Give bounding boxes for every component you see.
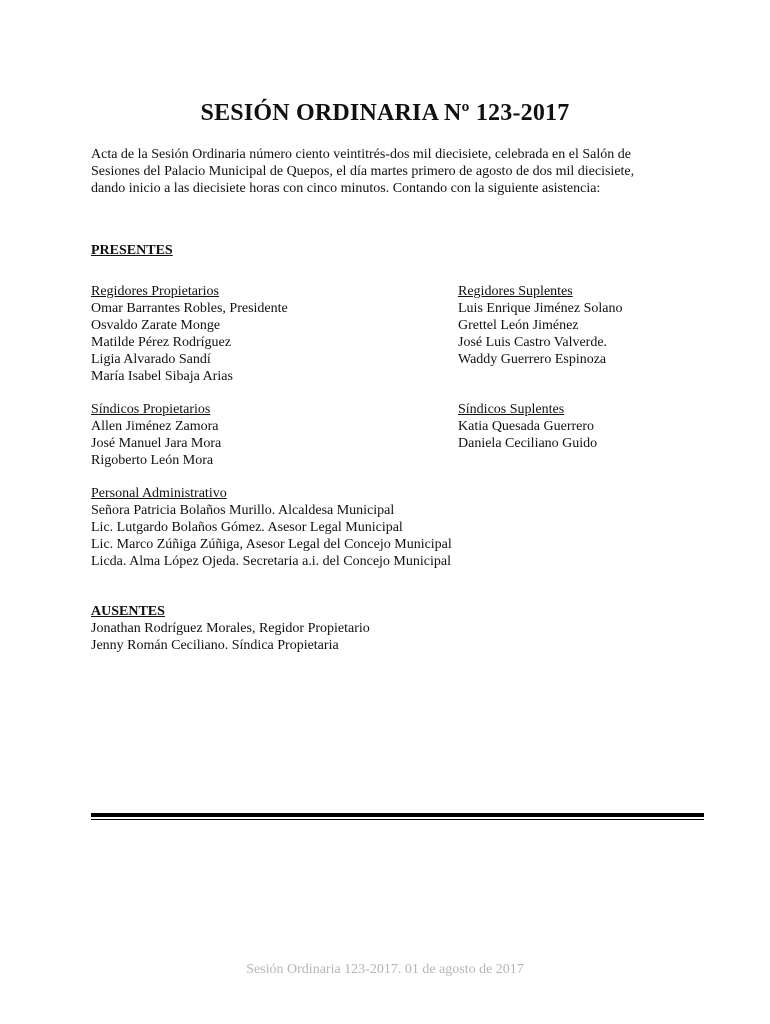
list-item: Rigoberto León Mora xyxy=(91,453,214,468)
regidores-suplentes-section xyxy=(458,283,622,368)
sindicos-propietarios-section xyxy=(91,401,221,469)
list-item: Lic. Lutgardo Bolaños Gómez. Asesor Legal Municipal xyxy=(91,520,403,535)
list-item: Lic. Marco Zúñiga Zúñiga, Asesor Legal del Concejo Municipal xyxy=(91,537,452,552)
section-heading: Síndicos Propietarios xyxy=(91,402,211,417)
presentes-heading: PRESENTES xyxy=(91,243,173,258)
ausentes-heading: AUSENTES xyxy=(91,604,165,619)
section-heading: Regidores Suplentes xyxy=(458,284,573,299)
list-item: José Manuel Jara Mora xyxy=(91,436,222,451)
intro-line: Acta de la Sesión Ordinaria número ciento veintitrés-dos mil diecisiete, celebrada en el Salón de xyxy=(91,147,631,162)
list-item: Waddy Guerrero Espinoza xyxy=(458,352,607,367)
list-item: Luis Enrique Jiménez Solano xyxy=(458,301,623,316)
sindicos-suplentes-section xyxy=(458,401,597,452)
list-item: Katia Quesada Guerrero xyxy=(458,419,595,434)
regidores-propietarios-section xyxy=(91,283,288,385)
section-heading: Personal Administrativo xyxy=(91,486,227,501)
list-item: Daniela Ceciliano Guido xyxy=(458,436,598,451)
list-item: María Isabel Sibaja Arias xyxy=(91,369,233,384)
list-item: Osvaldo Zarate Monge xyxy=(91,318,221,333)
list-item: Omar Barrantes Robles, Presidente xyxy=(91,301,288,316)
page-footer: Sesión Ordinaria 123-2017. 01 de agosto de 2017 xyxy=(246,962,524,977)
intro-line: dando inicio a las diecisiete horas con cinco minutos. Contando con la siguiente asistencia: xyxy=(91,181,601,196)
list-item: Allen Jiménez Zamora xyxy=(91,419,219,434)
list-item: Ligia Alvarado Sandí xyxy=(91,352,211,367)
list-item: Señora Patricia Bolaños Murillo. Alcaldesa Municipal xyxy=(91,503,395,518)
ausentes-section xyxy=(91,603,370,654)
personal-administrativo-section xyxy=(91,485,452,570)
page-title: SESIÓN ORDINARIA Nº 123-2017 xyxy=(200,100,570,126)
intro-line: Sesiones del Palacio Municipal de Quepos, el día martes primero de agosto de dos mil diecisiete, xyxy=(91,164,635,179)
list-item: Grettel León Jiménez xyxy=(458,318,579,333)
section-heading: Regidores Propietarios xyxy=(91,284,219,299)
list-item: Jenny Román Ceciliano. Síndica Propietaria xyxy=(91,638,339,653)
list-item: Jonathan Rodríguez Morales, Regidor Propietario xyxy=(91,621,370,636)
list-item: Matilde Pérez Rodríguez xyxy=(91,335,231,350)
intro-paragraph xyxy=(91,146,691,197)
divider xyxy=(91,819,704,820)
list-item: José Luis Castro Valverde. xyxy=(458,335,608,350)
divider xyxy=(91,813,704,817)
section-heading: Síndicos Suplentes xyxy=(458,402,565,417)
list-item: Licda. Alma López Ojeda. Secretaria a.i. del Concejo Municipal xyxy=(91,554,451,569)
